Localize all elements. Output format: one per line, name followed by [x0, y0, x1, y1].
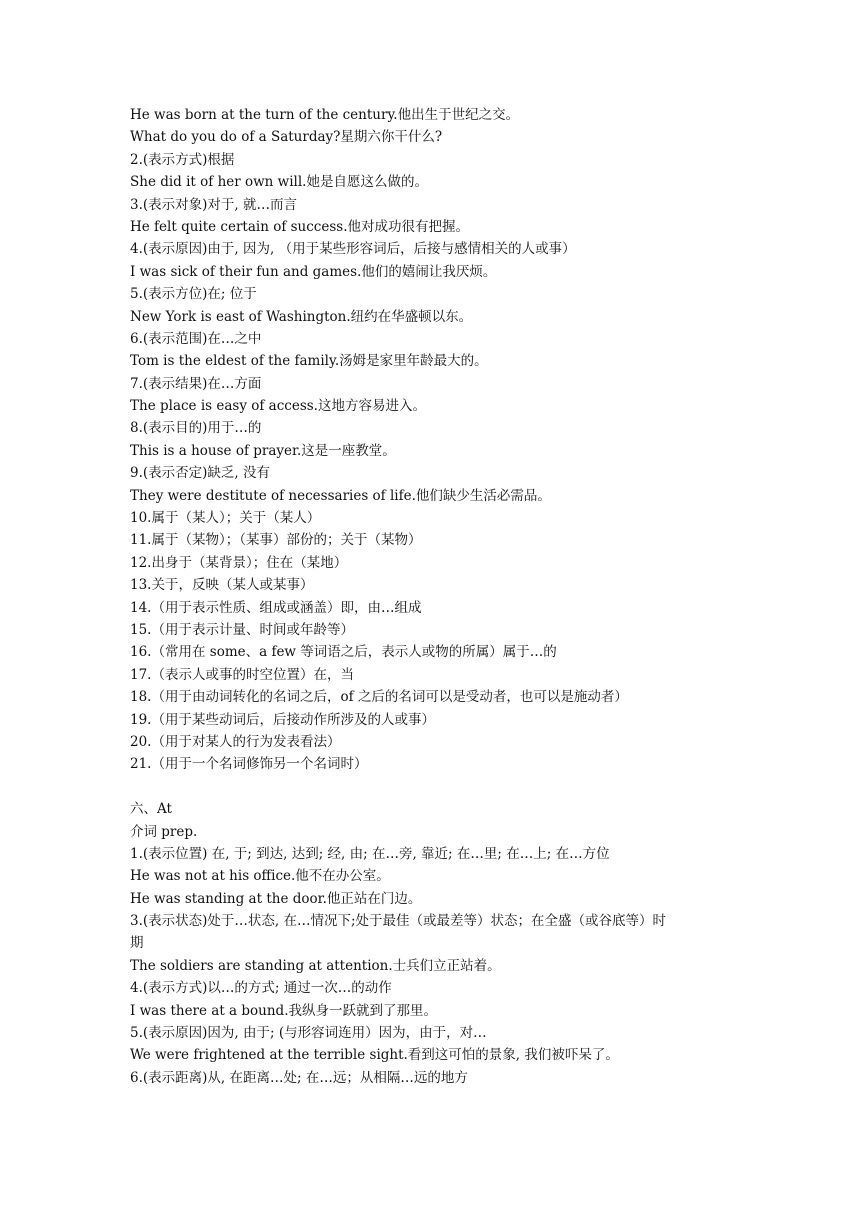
text-line: Tom is the eldest of the family.汤姆是家里年龄最大的。: [130, 353, 488, 370]
text-line: 3.(表示状态)处于…状态, 在…情况下;处于最佳（或最差等）状态；在全盛（或谷底等）时: [130, 913, 667, 930]
text-line: I was there at a bound.我纵身一跃就到了那里。: [130, 1002, 437, 1019]
text-line: The place is easy of access.这地方容易进入。: [130, 398, 426, 415]
text-line: 16.（常用在 some、a few 等词语之后，表示人或物的所属）属于…的: [130, 644, 557, 661]
text-line: 4.(表示方式)以…的方式; 通过一次…的动作: [130, 980, 392, 997]
text-line: 18.（用于由动词转化的名词之后，of 之后的名词可以是受动者，也可以是施动者）: [130, 689, 628, 706]
text-line: 7.(表示结果)在…方面: [130, 375, 262, 392]
text-line: 4.(表示原因)由于, 因为, （用于某些形容词后，后接与感情相关的人或事）: [130, 241, 576, 258]
text-line: I was sick of their fun and games.他们的嬉闹让我厌烦。: [130, 263, 497, 280]
text-line: We were frightened at the terrible sight.看到这可怕的景象, 我们被吓呆了。: [130, 1047, 619, 1064]
text-line: 8.(表示目的)用于…的: [130, 420, 262, 437]
text-line: 19.（用于某些动词后，后接动作所涉及的人或事）: [130, 711, 435, 728]
text-line: 5.(表示方位)在; 位于: [130, 286, 257, 303]
text-line: They were destitute of necessaries of life.他们缺少生活必需品。: [130, 487, 551, 504]
text-line: 15.（用于表示计量、时间或年龄等）: [130, 621, 354, 638]
text-line: 17.（表示人或事的时空位置）在，当: [130, 666, 354, 683]
text-line: 12.出身于（某背景）；住在（某地）: [130, 554, 348, 571]
text-line: 10.属于（某人）；关于（某人）: [130, 510, 321, 527]
text-line: 六、At: [130, 801, 172, 818]
text-line: 11.属于（某物）；（某事）部份的；关于（某物）: [130, 532, 422, 549]
document-body: [130, 104, 750, 1089]
text-line: 5.(表示原因)因为, 由于; (与形容词连用）因为，由于，对…: [130, 1025, 487, 1042]
blank-line: [130, 776, 750, 798]
text-line: New York is east of Washington.纽约在华盛顿以东。: [130, 308, 473, 325]
text-line: The soldiers are standing at attention.士兵们立正站着。: [130, 957, 501, 974]
text-line: 3.(表示对象)对于, 就…而言: [130, 196, 297, 213]
text-line: What do you do of a Saturday?星期六你干什么?: [130, 129, 443, 146]
text-line: 21.（用于一个名词修饰另一个名词时）: [130, 756, 368, 773]
text-line: 14.（用于表示性质、组成或涵盖）即，由…组成: [130, 599, 422, 616]
text-line: He was not at his office.他不在办公室。: [130, 868, 390, 885]
text-line: He felt quite certain of success.他对成功很有把握。: [130, 218, 470, 235]
text-line: He was born at the turn of the century.他出生于世纪之交。: [130, 107, 520, 123]
text-line: 介词 prep.: [130, 823, 198, 840]
text-line: 1.(表示位置) 在, 于; 到达, 达到; 经, 由; 在…旁, 靠近; 在…里; 在…上; 在…方位: [130, 845, 610, 862]
text-line: 20.（用于对某人的行为发表看法）: [130, 733, 341, 750]
text-line: 2.(表示方式)根据: [130, 151, 235, 168]
text-line: 6.(表示距离)从, 在距离…处; 在…远；从相隔…远的地方: [130, 1069, 468, 1086]
text-line: 期: [130, 935, 144, 952]
text-line: He was standing at the door.他正站在门边。: [130, 890, 422, 907]
text-line: 9.(表示否定)缺乏, 没有: [130, 465, 270, 482]
text-line: 6.(表示范围)在…之中: [130, 330, 262, 347]
text-line: This is a house of prayer.这是一座教堂。: [130, 442, 396, 459]
text-line: She did it of her own will.她是自愿这么做的。: [130, 174, 428, 191]
text-line: 13.关于，反映（某人或某事）: [130, 577, 314, 594]
